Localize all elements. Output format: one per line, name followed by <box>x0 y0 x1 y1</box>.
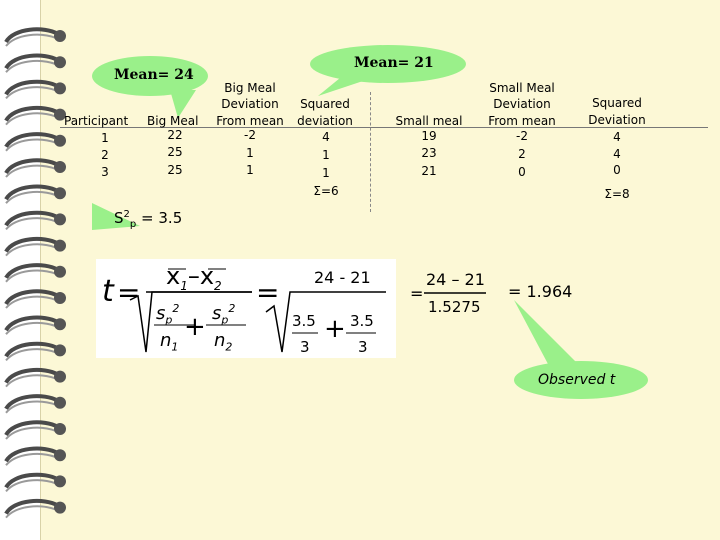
n2-sub: 2 <box>225 340 233 354</box>
col-header-small-deviation-3: From mean <box>488 114 556 128</box>
squared-cell: 0 <box>613 163 621 177</box>
col-header-small-deviation-2: Deviation <box>493 97 551 111</box>
result-denominator: 1.5275 <box>428 298 481 316</box>
col-header-participant: Participant <box>64 114 129 128</box>
pooled-value: = 3.5 <box>141 209 183 227</box>
small-meal-cell: 19 <box>421 129 437 143</box>
eq-sign-2: = <box>256 276 280 309</box>
result-value: = 1.964 <box>508 282 573 301</box>
n2-value: 3 <box>358 338 368 356</box>
small-meal-cell: 23 <box>421 146 437 160</box>
numerator-values: 24 - 21 <box>314 268 371 287</box>
participant-cell: 3 <box>101 165 109 179</box>
plus-sign-2: + <box>324 314 346 344</box>
sp2: s <box>212 303 222 324</box>
result-eq: = <box>410 284 424 303</box>
squared-cell: 1 <box>322 166 330 180</box>
col-header-small-deviation-1: Small Meal <box>489 81 555 95</box>
squared-cell: 1 <box>322 148 330 162</box>
n2: n <box>214 330 226 351</box>
sp1-sub: p <box>165 313 173 327</box>
squared-cell: 4 <box>613 147 621 161</box>
observed-t-label: Observed t <box>538 372 616 388</box>
sp1-sq: 2 <box>172 302 180 315</box>
sp-term-2 <box>212 302 235 327</box>
x1-bar <box>166 262 222 293</box>
col-header-big-deviation-2: Deviation <box>221 97 279 111</box>
small-meal-cell: 21 <box>421 164 437 178</box>
deviation-cell: -2 <box>516 129 528 143</box>
deviation-cell: 0 <box>518 165 526 179</box>
x1-sub: 1 <box>180 278 188 293</box>
var1-value: 3.5 <box>292 312 316 330</box>
t-symbol: t <box>102 274 114 309</box>
col-header-small-meal: Small meal <box>395 114 463 128</box>
n2-term <box>214 330 232 354</box>
big-sum: Σ=6 <box>313 184 339 198</box>
x2: x <box>199 262 215 290</box>
deviation-cell: 2 <box>518 147 526 161</box>
mean-big-label: Mean= 24 <box>114 67 194 83</box>
pooled-s: S <box>114 209 124 227</box>
squared-cell: 4 <box>613 130 621 144</box>
var2-value: 3.5 <box>350 312 374 330</box>
deviation-cell: 1 <box>246 146 254 160</box>
pooled-sub: p <box>129 219 137 230</box>
deviation-cell: -2 <box>244 128 256 142</box>
small-sum: Σ=8 <box>604 187 630 201</box>
col-header-big-squared-2: deviation <box>297 114 353 128</box>
x1: x <box>166 262 181 290</box>
deviation-cell: 1 <box>246 163 254 177</box>
big-meal-cell: 25 <box>167 163 183 177</box>
col-header-big-squared-1: Squared <box>300 97 350 111</box>
mean-small-label: Mean= 21 <box>354 55 434 71</box>
sp-term-1 <box>156 302 179 327</box>
result-numerator: 24 – 21 <box>426 270 485 289</box>
col-header-big-deviation-1: Big Meal <box>224 81 276 95</box>
plus-sign-1: + <box>184 312 206 342</box>
n1-term <box>160 330 178 354</box>
col-header-big-meal: Big Meal <box>147 114 199 128</box>
pooled-sup: 2 <box>123 209 130 220</box>
col-header-small-squared-2: Deviation <box>588 113 646 127</box>
participant-cell: 2 <box>101 148 109 162</box>
col-header-small-squared-1: Squared <box>592 96 642 110</box>
minus-sign: – <box>187 262 200 290</box>
n1: n <box>160 330 172 351</box>
eq-sign-1: = <box>117 276 141 309</box>
participant-cell: 1 <box>101 131 109 145</box>
sp1: s <box>156 303 166 324</box>
col-header-big-deviation-3: From mean <box>216 114 284 128</box>
x2-sub: 2 <box>214 278 222 293</box>
squared-cell: 4 <box>322 130 330 144</box>
n1-value: 3 <box>300 338 310 356</box>
big-meal-cell: 25 <box>167 145 183 159</box>
sp2-sub: p <box>221 313 229 327</box>
sp2-sq: 2 <box>228 302 236 315</box>
n1-sub: 1 <box>171 340 179 354</box>
big-meal-cell: 22 <box>167 128 183 142</box>
